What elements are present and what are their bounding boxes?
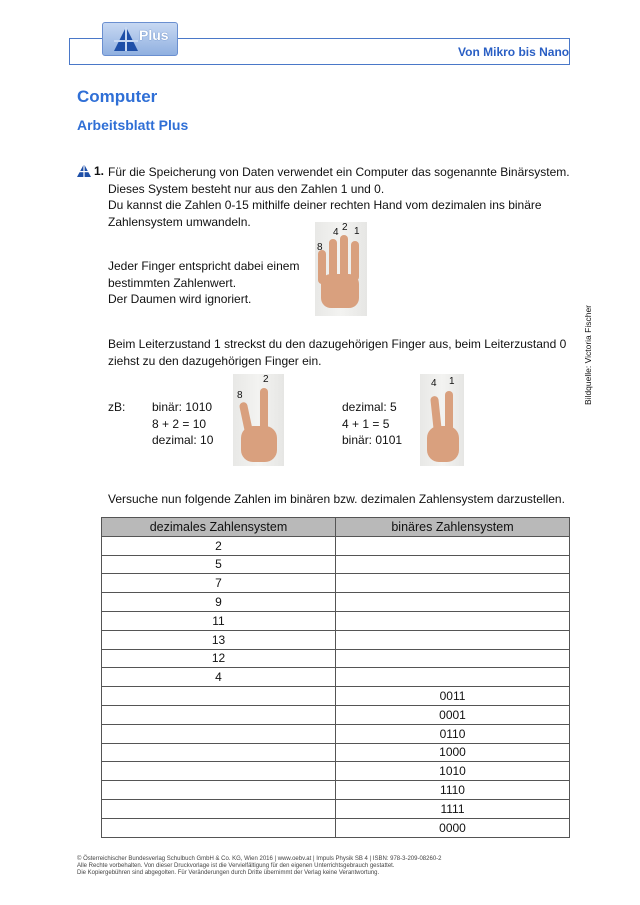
hand-photo-all-fingers <box>315 222 367 316</box>
index-finger <box>445 391 453 431</box>
binary-cell[interactable] <box>336 611 570 630</box>
binary-cell: 0011 <box>336 687 570 706</box>
footer-line: © Österreichischer Bundesverlag Schulbuch GmbH & Co. KG, Wien 2016 | www.oebv.at | Impuls Physik SB 4 | ISBN: 978-3-209-08260-2 <box>77 856 442 862</box>
binary-cell[interactable] <box>336 555 570 574</box>
palm <box>241 426 277 462</box>
decimal-cell: 9 <box>102 593 336 612</box>
intro-line: Dieses System besteht nur aus den Zahlen 1 und 0. <box>108 181 385 196</box>
table-row <box>102 593 570 612</box>
example-right-line: dezimal: 5 <box>342 400 397 414</box>
finger-label: 2 <box>342 222 348 233</box>
binary-cell: 0110 <box>336 724 570 743</box>
conversion-table <box>101 517 570 838</box>
binary-cell[interactable] <box>336 536 570 555</box>
finger-note-line: bestimmten Zahlenwert. <box>108 275 237 290</box>
footer-line: Alle Rechte vorbehalten. Von dieser Druckvorlage ist die Vervielfältigung für den eigenen Unterrichtsgebrauch gestattet. <box>77 863 395 870</box>
table-row <box>102 724 570 743</box>
finger-label: 8 <box>317 242 323 253</box>
finger-label: 8 <box>237 390 243 401</box>
decimal-cell[interactable] <box>102 762 336 781</box>
example-right-line: 4 + 1 = 5 <box>342 416 390 431</box>
rule-line: Beim Leiterzustand 1 streckst du den dazugehörigen Finger aus, beim Leiterzustand 0 <box>108 337 567 351</box>
table-row <box>102 687 570 706</box>
finger-label: 2 <box>263 374 269 385</box>
table-row <box>102 799 570 818</box>
footer <box>77 856 442 878</box>
table-row <box>102 781 570 800</box>
table-row <box>102 705 570 724</box>
footer-line: Die Kopiergebühren sind abgegolten. Für Veränderungen durch Dritte übernimmt der Verlag keine Verantwortung. <box>77 870 380 877</box>
header-tagline: Von Mikro bis Nano <box>458 45 570 59</box>
finger-note-line: Der Daumen wird ignoriert. <box>108 292 252 306</box>
decimal-cell: 2 <box>102 536 336 555</box>
table-header-row <box>102 518 570 537</box>
logo-text: Plus <box>139 27 169 43</box>
binary-cell[interactable] <box>336 593 570 612</box>
decimal-cell[interactable] <box>102 724 336 743</box>
intro-line: Für die Speicherung von Daten verwendet ein Computer das sogenannte Binärsystem. <box>108 165 570 179</box>
binary-cell: 0000 <box>336 818 570 837</box>
header-binary: binäres Zahlensystem <box>336 518 570 537</box>
binary-cell[interactable] <box>336 649 570 668</box>
table-row <box>102 555 570 574</box>
table-row <box>102 743 570 762</box>
rule-line: ziehst zu den dazugehörigen Finger ein. <box>108 353 322 368</box>
binary-cell: 1010 <box>336 762 570 781</box>
pyramid-icon <box>113 26 139 52</box>
binary-cell: 1110 <box>336 781 570 800</box>
binary-cell: 1000 <box>336 743 570 762</box>
table-row <box>102 611 570 630</box>
plus-logo <box>102 22 178 56</box>
intro-line: Zahlensystem umwandeln. <box>108 214 251 229</box>
task-pyramid-icon <box>77 164 91 177</box>
binary-cell[interactable] <box>336 630 570 649</box>
decimal-cell: 13 <box>102 630 336 649</box>
hand-photo-0101 <box>420 374 464 466</box>
page-subtitle: Arbeitsblatt Plus <box>77 117 189 133</box>
decimal-cell: 11 <box>102 611 336 630</box>
decimal-cell[interactable] <box>102 687 336 706</box>
task-number: 1. <box>94 164 105 178</box>
palm <box>427 426 459 462</box>
table-row <box>102 649 570 668</box>
finger-note-line: Jeder Finger entspricht dabei einem <box>108 259 300 273</box>
header-decimal: dezimales Zahlensystem <box>102 518 336 537</box>
page-title: Computer <box>77 87 158 106</box>
table-row <box>102 536 570 555</box>
finger-label: 4 <box>431 378 437 389</box>
table-row <box>102 762 570 781</box>
example-left-line: dezimal: 10 <box>152 433 214 447</box>
decimal-cell: 12 <box>102 649 336 668</box>
binary-cell: 1111 <box>336 799 570 818</box>
example-left-line: binär: 1010 <box>152 400 213 414</box>
binary-cell: 0001 <box>336 705 570 724</box>
decimal-cell: 4 <box>102 668 336 687</box>
decimal-cell[interactable] <box>102 781 336 800</box>
example-label: zB: <box>108 400 126 414</box>
example-right-line: binär: 0101 <box>342 433 403 447</box>
decimal-cell[interactable] <box>102 818 336 837</box>
finger-label: 1 <box>449 376 455 387</box>
binary-cell[interactable] <box>336 574 570 593</box>
binary-cell[interactable] <box>336 668 570 687</box>
decimal-cell[interactable] <box>102 743 336 762</box>
image-credit: Bildquelle: Victoria Fischer <box>583 305 593 405</box>
table-row <box>102 668 570 687</box>
table-row <box>102 818 570 837</box>
table-row <box>102 574 570 593</box>
instruction-text: Versuche nun folgende Zahlen im binären bzw. dezimalen Zahlensystem darzustellen. <box>108 492 565 506</box>
decimal-cell: 7 <box>102 574 336 593</box>
decimal-cell[interactable] <box>102 705 336 724</box>
decimal-cell[interactable] <box>102 799 336 818</box>
finger-label: 1 <box>354 226 360 237</box>
example-left-line: 8 + 2 = 10 <box>152 416 207 431</box>
hand-photo-1010 <box>233 374 284 466</box>
finger-label: 4 <box>333 227 339 238</box>
decimal-cell: 5 <box>102 555 336 574</box>
table-row <box>102 630 570 649</box>
intro-line: Du kannst die Zahlen 0-15 mithilfe deiner rechten Hand vom dezimalen ins binäre <box>108 198 542 212</box>
palm <box>321 274 359 308</box>
